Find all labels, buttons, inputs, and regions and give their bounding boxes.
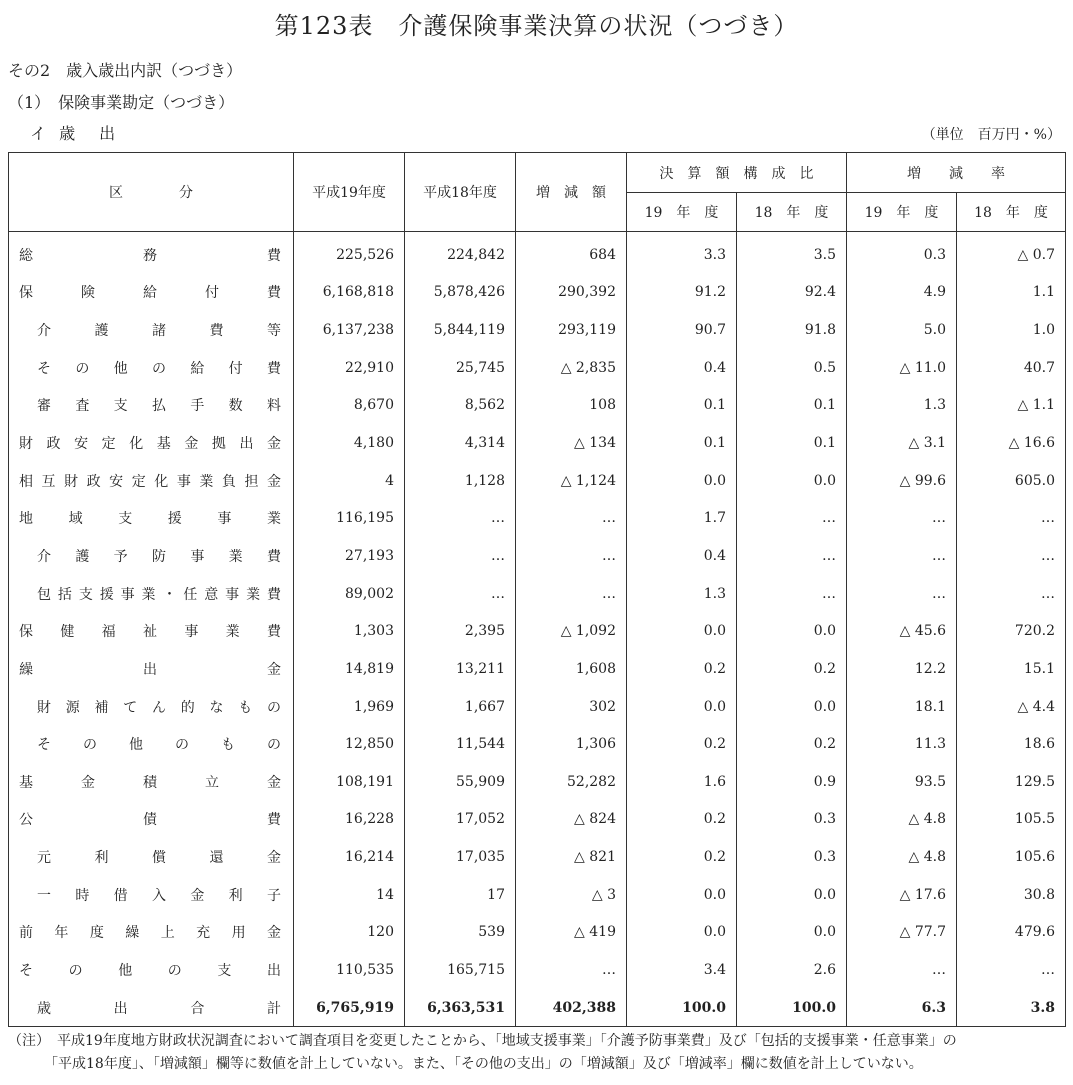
cell-g18: 3.8 (957, 989, 1066, 1027)
table-caption: イ 歳 出 (30, 124, 120, 143)
cell-g19: △ 4.8 (847, 838, 957, 876)
cell-r19: 0.0 (627, 876, 737, 914)
cell-g19: … (847, 575, 957, 613)
footnote (8, 1030, 1068, 1076)
cell-g19: △ 3.1 (847, 424, 957, 462)
cell-g18: 30.8 (957, 876, 1066, 914)
cell-g18: … (957, 499, 1066, 537)
cell-h18: 17,035 (405, 838, 516, 876)
table-header (9, 153, 1066, 232)
cell-g19: 11.3 (847, 725, 957, 763)
cell-h18: 25,745 (405, 349, 516, 387)
table-row (9, 311, 1066, 349)
cell-r18: 0.0 (737, 688, 847, 726)
cell-r18: … (737, 499, 847, 537)
cell-r18: … (737, 537, 847, 575)
table-row (9, 537, 1066, 575)
cell-r18: 100.0 (737, 989, 847, 1027)
cell-r19: 100.0 (627, 989, 737, 1027)
cell-g18: … (957, 575, 1066, 613)
row-label: 元利償還金 (9, 838, 294, 876)
cell-h18: … (405, 499, 516, 537)
cell-h19: 110,535 (294, 951, 405, 989)
cell-r19: 0.2 (627, 838, 737, 876)
cell-h18: 6,363,531 (405, 989, 516, 1027)
row-label: 前年度繰上充用金 (9, 914, 294, 952)
cell-g18: 40.7 (957, 349, 1066, 387)
table-row (9, 387, 1066, 425)
cell-r19: 0.4 (627, 349, 737, 387)
cell-r18: 0.9 (737, 763, 847, 801)
cell-r18: 91.8 (737, 311, 847, 349)
cell-h18: 1,128 (405, 462, 516, 500)
cell-h18: 539 (405, 914, 516, 952)
cell-r19: 1.3 (627, 575, 737, 613)
cell-r19: 1.7 (627, 499, 737, 537)
cell-r18: 0.0 (737, 914, 847, 952)
cell-h19: 6,765,919 (294, 989, 405, 1027)
cell-g19: 12.2 (847, 650, 957, 688)
header-ratio-18: 18 年 度 (737, 193, 847, 232)
table-body (9, 232, 1066, 1027)
cell-h19: 22,910 (294, 349, 405, 387)
row-label: その他のもの (9, 725, 294, 763)
row-label: 歳出合計 (9, 989, 294, 1027)
table-row (9, 801, 1066, 839)
section-subtitle: その2 歳入歳出内訳（つづき） (8, 61, 243, 80)
table-row (9, 499, 1066, 537)
cell-g19: 1.3 (847, 387, 957, 425)
cell-g19: △ 45.6 (847, 612, 957, 650)
cell-r19: 0.0 (627, 612, 737, 650)
cell-r18: 92.4 (737, 274, 847, 312)
cell-h18: 17 (405, 876, 516, 914)
cell-g18: 129.5 (957, 763, 1066, 801)
cell-diff: … (516, 537, 627, 575)
cell-r18: 0.0 (737, 876, 847, 914)
cell-r19: 0.1 (627, 387, 737, 425)
unit-label: （単位 百万円・%） (921, 127, 1061, 143)
cell-h18: 2,395 (405, 612, 516, 650)
header-h19: 平成19年度 (294, 153, 405, 232)
cell-h18: 1,667 (405, 688, 516, 726)
header-composition-ratio: 決 算 額 構 成 比 (627, 153, 847, 193)
cell-r19: 0.2 (627, 725, 737, 763)
cell-diff: △ 824 (516, 801, 627, 839)
cell-h18: 55,909 (405, 763, 516, 801)
cell-g18: 479.6 (957, 914, 1066, 952)
cell-g18: △ 4.4 (957, 688, 1066, 726)
cell-r19: 0.2 (627, 650, 737, 688)
cell-r19: 0.0 (627, 688, 737, 726)
cell-r18: … (737, 575, 847, 613)
cell-g18: 720.2 (957, 612, 1066, 650)
cell-h19: 1,303 (294, 612, 405, 650)
cell-h19: 14 (294, 876, 405, 914)
table-row (9, 914, 1066, 952)
expenditure-table (8, 152, 1066, 1027)
cell-r19: 1.6 (627, 763, 737, 801)
row-label: 相互財政安定化事業負担金 (9, 462, 294, 500)
cell-g18: △ 0.7 (957, 232, 1066, 274)
cell-g18: △ 16.6 (957, 424, 1066, 462)
cell-diff: 684 (516, 232, 627, 274)
cell-diff: 1,306 (516, 725, 627, 763)
cell-diff: 402,388 (516, 989, 627, 1027)
cell-diff: 302 (516, 688, 627, 726)
table-row (9, 725, 1066, 763)
cell-r19: 90.7 (627, 311, 737, 349)
table-row-total (9, 989, 1066, 1027)
cell-diff: … (516, 575, 627, 613)
cell-g19: 0.3 (847, 232, 957, 274)
cell-diff: △ 134 (516, 424, 627, 462)
table-row (9, 612, 1066, 650)
cell-diff: 293,119 (516, 311, 627, 349)
cell-h18: 4,314 (405, 424, 516, 462)
row-label: その他の支出 (9, 951, 294, 989)
cell-h19: 1,969 (294, 688, 405, 726)
cell-g18: △ 1.1 (957, 387, 1066, 425)
cell-diff: △ 2,835 (516, 349, 627, 387)
header-growth-rate: 増 減 率 (847, 153, 1066, 193)
cell-h18: 13,211 (405, 650, 516, 688)
cell-r19: 0.1 (627, 424, 737, 462)
cell-h18: 17,052 (405, 801, 516, 839)
cell-diff: △ 821 (516, 838, 627, 876)
cell-h19: 89,002 (294, 575, 405, 613)
cell-g19: … (847, 499, 957, 537)
cell-h18: 11,544 (405, 725, 516, 763)
cell-r19: 0.0 (627, 462, 737, 500)
table-row (9, 876, 1066, 914)
subsection-subtitle: （1） 保険事業勘定（つづき） (8, 93, 235, 112)
cell-h19: 8,670 (294, 387, 405, 425)
cell-r18: 0.3 (737, 838, 847, 876)
row-label: 保健福祉事業費 (9, 612, 294, 650)
cell-r19: 3.3 (627, 232, 737, 274)
cell-g19: 4.9 (847, 274, 957, 312)
cell-r19: 0.2 (627, 801, 737, 839)
cell-g18: … (957, 537, 1066, 575)
cell-diff: 108 (516, 387, 627, 425)
cell-h18: 5,844,119 (405, 311, 516, 349)
row-label: 審査支払手数料 (9, 387, 294, 425)
footnote-line-2: 「平成18年度」、「増減額」欄等に数値を計上していない。また、「その他の支出」の「増減額」及び「増減率」欄に数値を計上していない。 (44, 1056, 923, 1072)
row-label: 介護予防事業費 (9, 537, 294, 575)
header-category: 区 分 (9, 153, 294, 232)
cell-g18: 105.5 (957, 801, 1066, 839)
cell-h19: 27,193 (294, 537, 405, 575)
cell-r19: 91.2 (627, 274, 737, 312)
cell-h19: 6,168,818 (294, 274, 405, 312)
cell-g19: 18.1 (847, 688, 957, 726)
row-label: 繰出金 (9, 650, 294, 688)
cell-g19: △ 99.6 (847, 462, 957, 500)
cell-h19: 16,228 (294, 801, 405, 839)
cell-g19: … (847, 537, 957, 575)
cell-diff: △ 3 (516, 876, 627, 914)
table-row (9, 462, 1066, 500)
cell-r18: 0.5 (737, 349, 847, 387)
cell-r18: 3.5 (737, 232, 847, 274)
cell-h19: 4,180 (294, 424, 405, 462)
table-row (9, 232, 1066, 274)
cell-diff: 1,608 (516, 650, 627, 688)
cell-h19: 6,137,238 (294, 311, 405, 349)
cell-g18: 1.1 (957, 274, 1066, 312)
cell-g18: 15.1 (957, 650, 1066, 688)
cell-g19: 93.5 (847, 763, 957, 801)
cell-g19: △ 4.8 (847, 801, 957, 839)
cell-g19: 6.3 (847, 989, 957, 1027)
table-row (9, 274, 1066, 312)
cell-h18: 224,842 (405, 232, 516, 274)
row-label: 公債費 (9, 801, 294, 839)
row-label: 包括支援事業・任意事業費 (9, 575, 294, 613)
cell-r18: 0.1 (737, 424, 847, 462)
header-diff: 増 減 額 (516, 153, 627, 232)
cell-g18: 105.6 (957, 838, 1066, 876)
cell-h18: 8,562 (405, 387, 516, 425)
footnote-line-1: （注） 平成19年度地方財政状況調査において調査項目を変更したことから、「地域支援事業」「介護予防事業費」及び「包括的支援事業・任意事業」の (8, 1033, 957, 1049)
header-h18: 平成18年度 (405, 153, 516, 232)
table-row (9, 763, 1066, 801)
table-row (9, 424, 1066, 462)
row-label: 財政安定化基金拠出金 (9, 424, 294, 462)
cell-r18: 0.2 (737, 650, 847, 688)
cell-h19: 12,850 (294, 725, 405, 763)
header-rate-19: 19 年 度 (847, 193, 957, 232)
row-label: 一時借入金利子 (9, 876, 294, 914)
cell-h18: … (405, 575, 516, 613)
cell-g18: 605.0 (957, 462, 1066, 500)
cell-h19: 120 (294, 914, 405, 952)
page-title: 第123表 介護保険事業決算の状況（つづき） (274, 12, 799, 40)
row-label: 介護諸費等 (9, 311, 294, 349)
cell-h19: 16,214 (294, 838, 405, 876)
cell-r19: 0.0 (627, 914, 737, 952)
table-row (9, 349, 1066, 387)
cell-g18: 18.6 (957, 725, 1066, 763)
cell-h18: 165,715 (405, 951, 516, 989)
cell-h19: 4 (294, 462, 405, 500)
cell-diff: … (516, 951, 627, 989)
cell-g19: 5.0 (847, 311, 957, 349)
cell-g19: △ 77.7 (847, 914, 957, 952)
cell-h19: 14,819 (294, 650, 405, 688)
cell-r18: 0.3 (737, 801, 847, 839)
cell-r18: 0.2 (737, 725, 847, 763)
cell-h19: 116,195 (294, 499, 405, 537)
cell-g19: △ 17.6 (847, 876, 957, 914)
row-label: 地域支援事業 (9, 499, 294, 537)
row-label: 財源補てん的なもの (9, 688, 294, 726)
row-label: その他の給付費 (9, 349, 294, 387)
table-row (9, 688, 1066, 726)
cell-diff: 290,392 (516, 274, 627, 312)
table-row (9, 650, 1066, 688)
cell-r19: 0.4 (627, 537, 737, 575)
cell-r19: 3.4 (627, 951, 737, 989)
cell-g18: 1.0 (957, 311, 1066, 349)
cell-h18: 5,878,426 (405, 274, 516, 312)
cell-diff: △ 419 (516, 914, 627, 952)
row-label: 総務費 (9, 232, 294, 274)
table-row (9, 951, 1066, 989)
cell-diff: 52,282 (516, 763, 627, 801)
cell-diff: △ 1,124 (516, 462, 627, 500)
cell-g18: … (957, 951, 1066, 989)
cell-h19: 225,526 (294, 232, 405, 274)
row-label: 基金積立金 (9, 763, 294, 801)
cell-diff: … (516, 499, 627, 537)
cell-r18: 2.6 (737, 951, 847, 989)
cell-diff: △ 1,092 (516, 612, 627, 650)
table-row (9, 575, 1066, 613)
header-rate-18: 18 年 度 (957, 193, 1066, 232)
cell-r18: 0.0 (737, 462, 847, 500)
row-label: 保険給付費 (9, 274, 294, 312)
table-row (9, 838, 1066, 876)
cell-r18: 0.1 (737, 387, 847, 425)
cell-r18: 0.0 (737, 612, 847, 650)
header-ratio-19: 19 年 度 (627, 193, 737, 232)
cell-h18: … (405, 537, 516, 575)
cell-h19: 108,191 (294, 763, 405, 801)
cell-g19: △ 11.0 (847, 349, 957, 387)
cell-g19: … (847, 951, 957, 989)
